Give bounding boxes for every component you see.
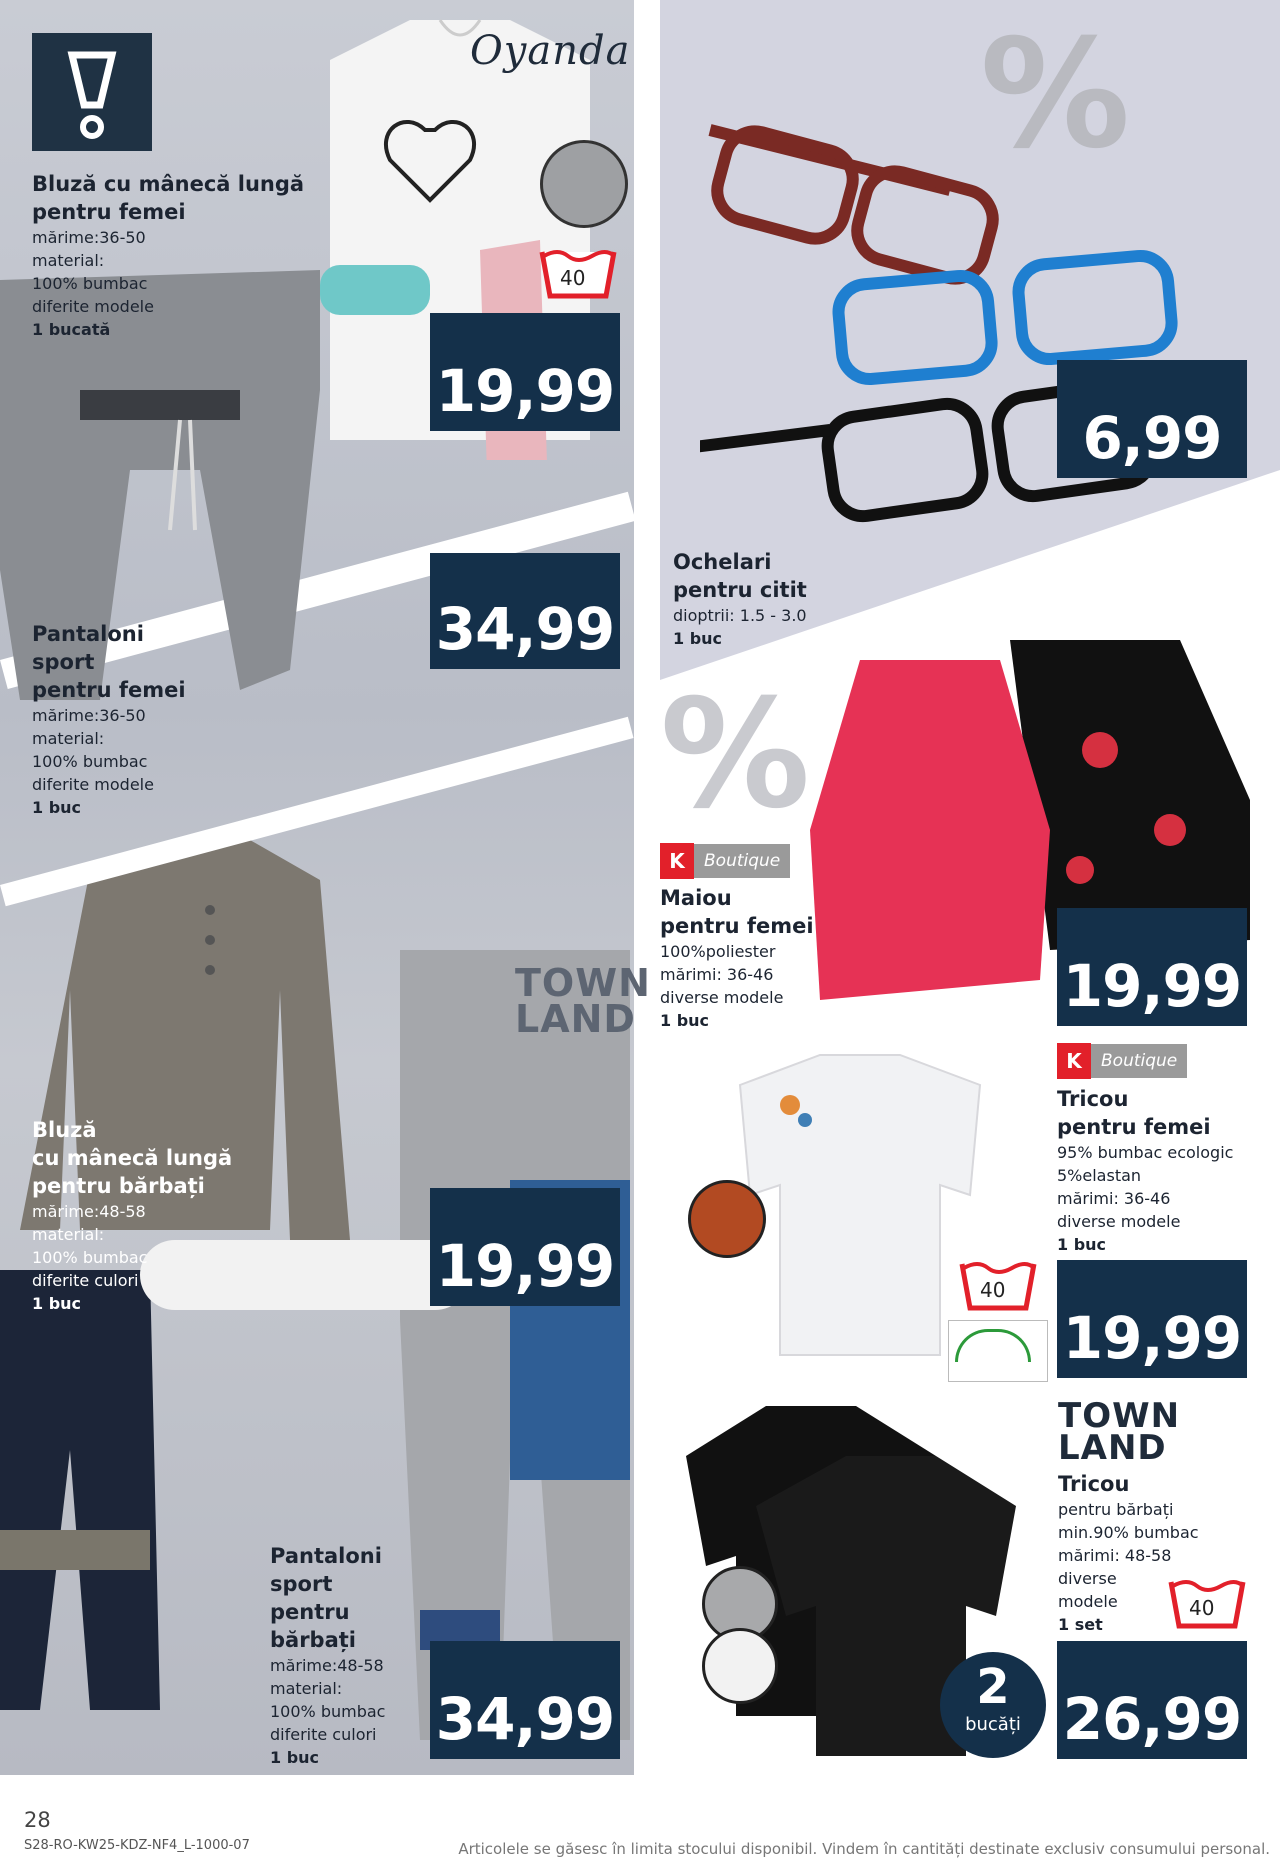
product-title: Maiou (660, 886, 732, 910)
badge-label: bucăți (965, 1714, 1021, 1735)
wash-40-icon (538, 246, 618, 302)
embroidery-swatch (688, 1180, 766, 1258)
stock-disclaimer: Articolele se găsesc în limita stocului disponibil. Vindem în cantități destinate exclusiv consumului personal. (458, 1840, 1270, 1858)
product-title: sport (32, 650, 95, 674)
product-detail: material: (32, 729, 105, 748)
product-detail: 100%poliester (660, 942, 776, 961)
percent-icon: % (980, 8, 1131, 182)
oeko-tex-label-icon (948, 1320, 1048, 1382)
price-tag: 26,99 (1057, 1641, 1247, 1759)
product-title: Bluză cu mânecă lungă (32, 172, 305, 196)
k-classic-boutique-badge (1057, 1043, 1187, 1079)
product-title: pentru (270, 1600, 350, 1624)
product-title: pentru femei (1057, 1115, 1211, 1139)
product-title: pentru femei (32, 200, 186, 224)
product-quantity: 1 buc (1057, 1235, 1107, 1254)
wash-temperature: 40 (1189, 1596, 1215, 1620)
townland-logo-line: LAND (515, 997, 636, 1042)
wash-temperature: 40 (560, 266, 586, 290)
townland-logo-line: TOWN (1058, 1396, 1181, 1436)
townland-logo (515, 961, 651, 1042)
product-detail: material: (32, 1225, 105, 1244)
product-detail: diverse modele (1057, 1212, 1181, 1231)
product-detail: material: (270, 1679, 343, 1698)
product-detail: 5%elastan (1057, 1166, 1142, 1185)
product-quantity: 1 bucată (32, 320, 111, 339)
product-title: pentru citit (673, 578, 807, 602)
product-detail: mărimi: 48-58 (1058, 1546, 1172, 1565)
product-detail: min.90% bumbac (1058, 1523, 1199, 1542)
product-detail: mărimi: 36-46 (1057, 1189, 1171, 1208)
k-classic-logo: K (660, 843, 694, 879)
product-detail: diferite modele (32, 775, 154, 794)
product-detail: dioptrii: 1.5 - 3.0 (673, 606, 807, 625)
catalog-code: S28-RO-KW25-KDZ-NF4_L-1000-07 (24, 1838, 250, 1853)
product-title: sport (270, 1572, 333, 1596)
white-swatch (702, 1628, 778, 1704)
product-detail: diferite culori (32, 1271, 139, 1290)
product-detail: 100% bumbac (32, 1248, 148, 1267)
product-title: pentru femei (660, 914, 814, 938)
product-detail: 100% bumbac (270, 1702, 386, 1721)
product-detail: diverse modele (660, 988, 784, 1007)
wash-temperature: 40 (980, 1278, 1006, 1302)
product-detail: diferite modele (32, 297, 154, 316)
townland-logo (1058, 1396, 1181, 1469)
product-detail: mărime:36-50 (32, 706, 146, 725)
price-tag: 19,99 (430, 1188, 620, 1306)
product-quantity: 1 buc (32, 798, 82, 817)
two-pieces-badge (940, 1652, 1046, 1758)
product-reading-glasses (673, 548, 807, 650)
product-women-blouse (32, 170, 304, 341)
product-women-tshirt (1057, 1085, 1233, 1256)
product-quantity: 1 buc (32, 1294, 82, 1313)
product-title: pentru bărbați (32, 1174, 205, 1198)
product-title: Pantaloni (32, 622, 144, 646)
product-title: Tricou (1057, 1087, 1129, 1111)
boutique-label: Boutique (1091, 1044, 1187, 1078)
price-tag: 6,99 (1057, 360, 1247, 478)
product-detail: 100% bumbac (32, 752, 148, 771)
product-quantity: 1 buc (660, 1011, 710, 1030)
product-women-tank-top (660, 884, 814, 1032)
product-detail: material: (32, 251, 105, 270)
product-title: Tricou (1058, 1472, 1130, 1496)
product-detail: mărime:48-58 (32, 1202, 146, 1221)
product-detail: diferite culori (270, 1725, 377, 1744)
price-tag: 19,99 (430, 313, 620, 431)
oyanda-logo: Oyanda (470, 28, 631, 74)
product-women-pants (32, 620, 186, 819)
product-detail: mărime:36-50 (32, 228, 146, 247)
boutique-label: Boutique (694, 844, 790, 878)
wash-40-icon (958, 1258, 1038, 1314)
men-grey-pants-image (400, 920, 632, 1760)
product-detail: diverse (1058, 1569, 1117, 1588)
fabric-swatch (540, 140, 628, 228)
product-detail: 95% bumbac ecologic (1057, 1143, 1234, 1162)
price-tag: 19,99 (1057, 908, 1247, 1026)
product-title: Pantaloni (270, 1544, 382, 1568)
product-quantity: 1 buc (270, 1748, 320, 1767)
product-title: bărbați (270, 1628, 356, 1652)
product-men-pants (270, 1542, 385, 1769)
product-detail: pentru bărbați (1058, 1500, 1174, 1519)
k-classic-logo: K (1057, 1043, 1091, 1079)
product-title: Ochelari (673, 550, 772, 574)
townland-logo-line: LAND (1058, 1428, 1167, 1469)
product-detail: 100% bumbac (32, 274, 148, 293)
alert-icon (32, 33, 152, 151)
page-number: 28 (24, 1808, 51, 1832)
badge-count: 2 (976, 1659, 1010, 1715)
k-classic-boutique-badge (660, 843, 790, 879)
price-tag: 34,99 (430, 553, 620, 669)
townland-logo-line: TOWN (515, 961, 651, 1005)
product-detail: mărimi: 36-46 (660, 965, 774, 984)
price-tag: 34,99 (430, 1641, 620, 1759)
product-title: Bluză (32, 1118, 97, 1142)
wash-40-icon (1167, 1576, 1247, 1632)
product-men-blouse (32, 1116, 232, 1315)
product-detail: mărime:48-58 (270, 1656, 384, 1675)
percent-icon: % (660, 668, 811, 842)
product-title: pentru femei (32, 678, 186, 702)
men-navy-pants-image (0, 1250, 250, 1730)
product-title: cu mânecă lungă (32, 1146, 233, 1170)
product-quantity: 1 set (1058, 1615, 1103, 1634)
product-quantity: 1 buc (673, 629, 723, 648)
price-tag: 19,99 (1057, 1260, 1247, 1378)
product-detail: modele (1058, 1592, 1118, 1611)
